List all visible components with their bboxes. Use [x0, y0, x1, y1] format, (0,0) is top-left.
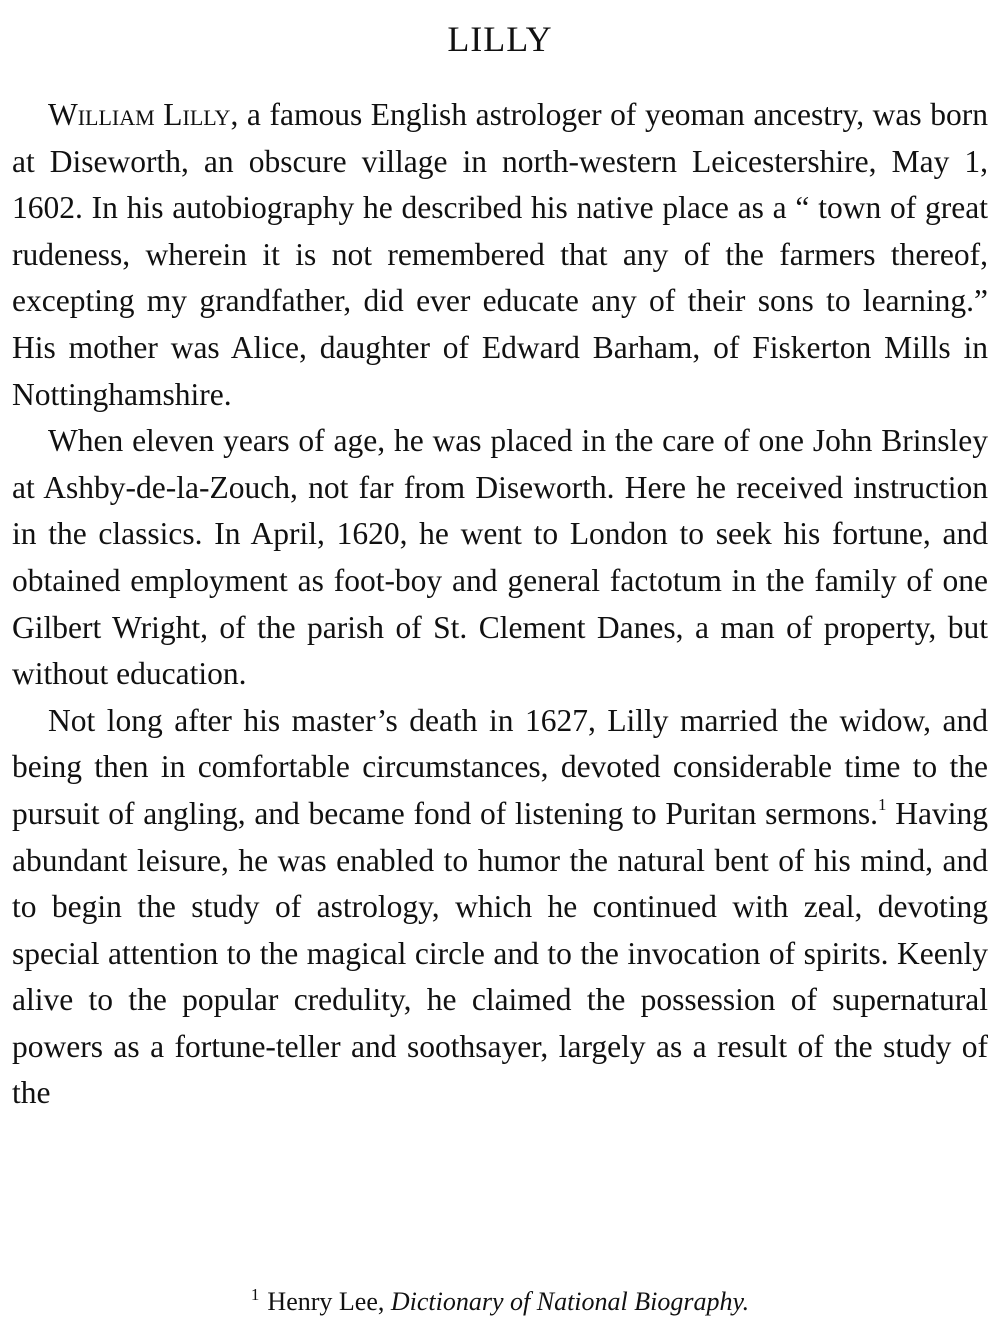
- footnote-reference: 1: [878, 795, 887, 815]
- paragraph-2: [12, 418, 988, 698]
- paragraph-1-text: , a famous English astrologer of yeoman ancestry, was born at Diseworth, an obscure village in north-western Leicestershire, May 1, 1602. In his autobiography he described his native place as a “ town of great rudeness, wherein it is not remembered that any of the farmers thereof, excepting my grandfather, did ever educate any of their sons to learning.” His mother was Alice, daughter of Edward Barham, of Fiskerton Mills in Nottinghamshire.: [12, 97, 989, 412]
- page-title: LILLY: [447, 19, 553, 59]
- subject-name: William Lilly: [48, 97, 231, 132]
- paragraph-2-text: When eleven years of age, he was placed in the care of one John Brinsley at Ashby-de-la-Zouch, not far from Diseworth. Here he received instruction in the classics. In April, 1620, he went to London to seek his fortune, and obtained employment as foot-boy and general factotum in the family of one Gilbert Wright, of the parish of St. Clement Danes, a man of property, but without education.: [12, 423, 988, 692]
- paragraph-3: [12, 698, 988, 1117]
- paragraph-1: [12, 92, 988, 418]
- footnote-work: Dictionary of National Biography.: [390, 1287, 750, 1316]
- paragraph-3-text-before: Not long after his master’s death in 1627, Lilly married the widow, and being then in comfortable circumstances, devoted considerable time to the pursuit of angling, and became fond of listening to Puritan sermons.: [12, 702, 988, 831]
- paragraph-3-text-after: Having abundant leisure, he was enabled to humor the natural bent of his mind, and to begin the study of astrology, which he continued with zeal, devoting special attention to the magical circle and to the invocation of spirits. Keenly alive to the popular credulity, he claimed the possession of supernatural powers as a fortune-teller and soothsayer, largely as a result of the study of the: [12, 795, 988, 1111]
- footnote-number: 1: [250, 1285, 260, 1305]
- footnote-author: Henry Lee,: [267, 1287, 391, 1316]
- footnote: [0, 1284, 1000, 1320]
